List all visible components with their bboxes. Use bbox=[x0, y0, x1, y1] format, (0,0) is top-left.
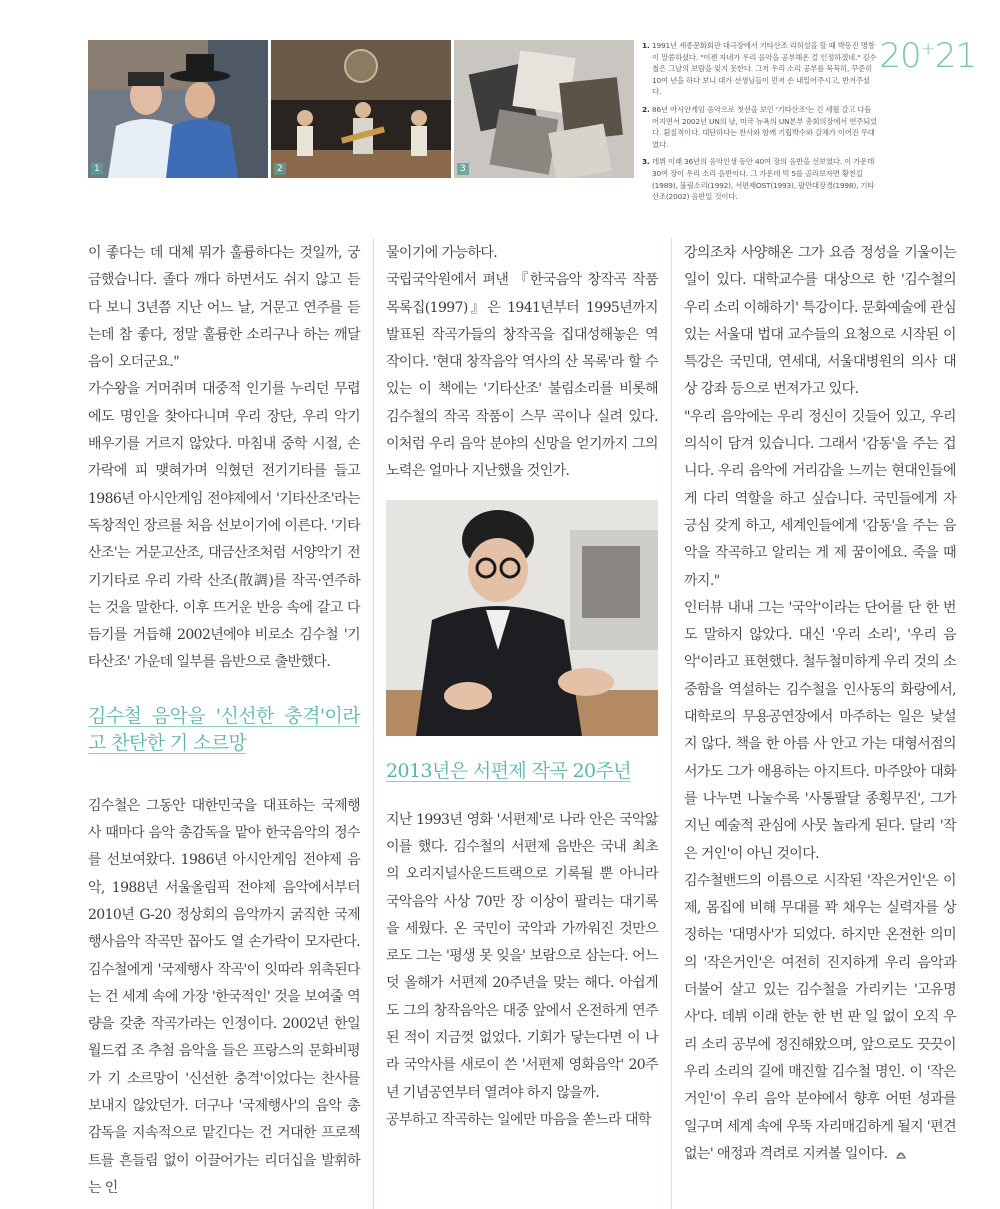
page-number-right: 21 bbox=[934, 36, 976, 76]
page-number-left: 20 bbox=[879, 36, 921, 76]
paragraph: 가수왕을 거머쥐며 대중적 인기를 누리던 무렵에도 명인을 찾아다니며 우리 장단, 우리 악기 배우기를 거르지 않았다. 마침내 중학 시절, 손가락에 피 맺혀가며 익혔던 전기기타를 들고 1986년 아시안게임 전야제에서 '기타산조'라는 독창적인 장르를 처음 선보이기에 이른다. '기타산조'는 거문고산조, 대금산조처럼 서양악기 전기기타로 우리 가락 산조(散調)를 작곡·연주하는 것을 말한다. 이후 뜨거운 반응 속에 갈고 다듬기를 거듭해 2002년에야 비로소 김수철 '기타산조' 가운데 일부를 음반으로 출반했다. bbox=[88, 381, 360, 671]
section-heading: 김수철 음악을 '신선한 충격'이라고 찬탄한 기 소르망 bbox=[88, 704, 360, 754]
album-covers-photo-icon bbox=[454, 40, 634, 178]
photo-3 bbox=[454, 40, 634, 178]
caption-text: 86년 아시안게임 음악으로 첫선을 보인 '기타산조'는 긴 세월 갈고 다듬어지면서 2002년 UN의 날, 미국 뉴욕의 UN본부 총회의장에서 연주되었다. 훤칠적이다. 대단하다는 찬사와 함께 기립박수와 갈채가 이어진 무대였다. bbox=[652, 104, 877, 149]
caption-2 bbox=[642, 104, 878, 150]
caption-number: 1. bbox=[642, 41, 650, 50]
page-number bbox=[879, 36, 976, 76]
photo-number: 3 bbox=[457, 163, 469, 175]
paragraph-text: 김수철밴드의 이름으로 시작된 '작은거인'은 이제, 몸집에 비해 무대를 꽉 채우는 실력자를 상징하는 '대명사'가 되었다. 하지만 온전한 의미의 '작은거인'은 여전히 진지하게 우리 음악과 더불어 살고 있는 김수철을 가리키는 '고유명사'다. 데뷔 이래 한눈 한 번 판 일 없이 오직 우리 소리 공부에 정진해왔으며, 앞으로도 끗끗이 우리 소리의 길에 매진할 김수철 명인. 이 '작은거인'이 우리 음악 분야에서 향후 어떤 성과를 일구며 세계 속에 우뚝 자리매김하게 될지 '편견 없는' 애정과 격려로 지켜볼 일이다. bbox=[684, 872, 956, 1162]
paragraph bbox=[684, 868, 956, 1168]
stage-performance-photo-icon bbox=[271, 40, 451, 178]
photo-1 bbox=[88, 40, 268, 178]
column-3 bbox=[684, 240, 956, 1168]
paragraph: 강의조차 사양해온 그가 요즘 정성을 기울이는 일이 있다. 대학교수를 대상으로 한 '김수철의 우리 소리 이해하기' 특강이다. 문화예술에 관심 있는 서울대 법대 교수들의 요청으로 시작된 이 특강은 국민대, 연세대, 서울대병원의 의사 대상 강좌 등으로 번져가고 있다. bbox=[684, 245, 956, 398]
column-divider bbox=[373, 238, 374, 1209]
paragraph: "우리 음악에는 우리 정신이 깃들어 있고, 우리 의식이 담겨 있습니다. 그래서 '감동'을 주는 겁니다. 우리 음악에 거리감을 느끼는 현대인들에게 다리 역할을 하고 싶습니다. 국민들에게 자긍심 갖게 하고, 세계인들에게 '감동'을 주는 음악을 작곡하고 알리는 게 제 꿈이에요. 죽을 때까지." bbox=[684, 408, 956, 589]
caption-number: 2. bbox=[642, 104, 650, 114]
photo-number: 1 bbox=[91, 163, 103, 175]
photo-number: 2 bbox=[274, 163, 286, 175]
paragraph: 지난 1993년 영화 '서편제'로 나라 안은 국악앓이를 했다. 김수철의 서편제 음반은 국내 최초의 오리지널사운드트랙으로 기록될 뿐 아니라 국악음악 사상 70만 장 이상이 팔리는 대기록을 세웠다. 온 국민이 국악과 가까워진 것만으로도 그는 '평생 못 잊을' 보람으로 삼는다. 어느덧 올해가 서편제 20주년을 맞는 해다. 아쉽게도 그의 창작음악은 대중 앞에서 온전하게 연주된 적이 지금껏 없었다. 기회가 닿는다면 이 나라 국악사를 새로이 쓴 '서편제 영화음악' 20주년 기념공연부터 열려야 하지 않을까. bbox=[386, 811, 658, 1101]
photo-2 bbox=[271, 40, 451, 178]
end-mark-icon bbox=[894, 1146, 908, 1160]
paragraph: 인터뷰 내내 그는 '국악'이라는 단어를 단 한 번도 말하지 않았다. 대신 '우리 소리', '우리 음악'이라고 표현했다. 철두철미하게 우리 것의 소중함을 역설하는 김수철을 인사동의 화랑에서, 대학로의 무용공연장에서 마주하는 일은 낯설지 않다. 책을 한 아름 사 안고 가는 대형서점의 서가도 그가 애용하는 아지트다. 마주앉아 대화를 나누면 나눌수록 '사통팔달 종횡무진', 그가 지닌 예술적 관심에 사뭇 놀라게 된다. 달리 '작은 거인'이 아닌 것이다. bbox=[684, 599, 956, 862]
caption-1 bbox=[642, 40, 878, 98]
paragraph: 김수철은 그동안 대한민국을 대표하는 국제행사 때마다 음악 총감독을 맡아 한국음악의 정수를 선보여왔다. 1986년 아시안게임 전야제 음악, 1988년 서울올림픽 전야제 음악에서부터 2010년 G-20 정상회의 음악까지 굵직한 국제행사음악 작곡만 꼽아도 열 손가락이 모자란다. 김수철에게 '국제행사 작곡'이 잇따라 위촉된다는 건 세계 속에 가장 '한국적인' 것을 보여줄 역량을 갖춘 작곡가라는 인정이다. 2002년 한일월드컵 조 추첨 음악을 들은 프랑스의 문화비평가 기 소르망이 '신선한 충격'이었다는 찬사를 보내지 않았던가. 더구나 '국제행사'의 음악 총감독을 지속적으로 맡긴다는 건 거대한 프로젝트를 흔들림 없이 이끌어가는 리더십을 발휘하는 인 bbox=[88, 797, 360, 1196]
caption-text: 1991년 세종문화회관 대극장에서 기타산조 리허설을 할 때 박동진 명창이 말씀하셨다. "이젠 자네가 우리 음악을 공부해온 걸 인정하겠네." 김수철은 그날의 보람을 잊지 못한다. 그저 우리 소리 공부를 묵묵히, 꾸준히 10여 년을 하다 보니 대가 선생님들이 먼저 손 내밀어주시고, 반겨주셨다. bbox=[652, 41, 877, 97]
column-1 bbox=[88, 240, 360, 1202]
photo-captions bbox=[642, 40, 878, 209]
paragraph: 공부하고 작곡하는 일에만 마음을 쏟느라 대학 bbox=[386, 1111, 651, 1128]
column-divider bbox=[671, 238, 672, 1209]
interview-photo-icon bbox=[386, 500, 658, 736]
paragraph: 국립국악원에서 펴낸 『한국음악 창작곡 작품목록집(1997)』은 1941년부터 1995년까지 발표된 작곡가들의 창작곡을 집대성해놓은 역작이다. '현대 창작음악 역사의 산 목록'라 할 수 있는 이 책에는 '기타산조' 불림소리를 비롯해 김수철의 작곡 작품이 스무 곡이나 실려 있다. 이처럼 우리 음악 분야의 신망을 얻기까지 그의 노력은 얼마나 지난했을 것인가. bbox=[386, 272, 658, 480]
interview-photo bbox=[386, 500, 658, 736]
paragraph: 물이기에 가능하다. bbox=[386, 245, 498, 261]
caption-3 bbox=[642, 156, 878, 202]
caption-text: 데뷔 이래 36년의 음악인생 동안 40여 장의 음반을 선보였다. 이 가운데 30여 장이 우리 소리 음반이다. 그 가운데 빅 5를 골라보자면 황천길(1989), 불림소리(1992), 서편제OST(1993), 팔만대장경(1998), 기타산조(2002) 음반일 것이다. bbox=[652, 157, 875, 202]
section-heading: 2013년은 서편제 작곡 20주년 bbox=[386, 759, 632, 782]
portrait-photo-icon bbox=[88, 40, 268, 178]
caption-number: 3. bbox=[642, 157, 650, 167]
page-number-plus: + bbox=[920, 38, 935, 60]
paragraph: 이 좋다는 데 대체 뭐가 훌륭하다는 것일까, 궁금했습니다. 졸다 깨다 하면서도 쉬지 않고 듣다 보니 3년쯤 지난 어느 날, 거문고 연주를 듣는데 참 좋다, 정말 훌륭한 소리구나 하는 깨달음이 오더군요." bbox=[88, 245, 360, 371]
